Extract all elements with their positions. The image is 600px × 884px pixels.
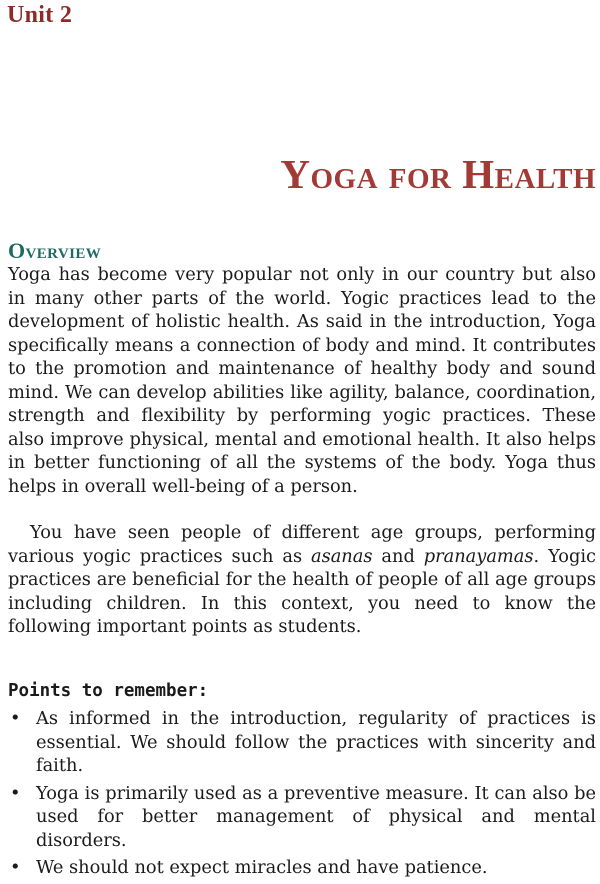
point-text: Yoga is primarily used as a preventive measure. It can also be used for better management of physical and mental disorders.	[36, 782, 596, 851]
points-list	[0, 707, 596, 884]
bullet-icon: •	[10, 857, 21, 878]
paragraph-2-text: . Yogic practices are beneficial for the health of people of all age groups including children. In this context, you need to know the following important points as students.	[8, 545, 596, 637]
term-asanas: asanas	[310, 545, 373, 567]
overview-paragraph-2	[8, 521, 596, 639]
overview-heading: Overview	[8, 238, 102, 263]
paragraph-2-text: You have seen people of different age groups, performing various yogic practices such as	[8, 522, 596, 567]
paragraph-2-text: and	[372, 545, 424, 567]
point-text: As informed in the introduction, regularity of practices is essential. We should follow the practices with sincerity and faith.	[36, 708, 596, 776]
bullet-icon: •	[10, 782, 21, 804]
chapter-title: Yoga for Health	[280, 151, 596, 197]
list-item	[0, 856, 596, 880]
term-pranayamas: pranayamas	[423, 545, 534, 567]
bullet-icon: •	[10, 708, 21, 729]
list-item	[0, 782, 596, 853]
points-heading: Points to remember:	[8, 681, 209, 701]
overview-paragraph-1: Yoga has become very popular not only in our country but also in many other parts of the world. Yogic practices lead to the development of holistic health. As said in the introduction, Yoga specifically means a connection of body and mind. It contributes to the promotion and maintenance of healthy body and sound mind. We can develop abilities like agility, balance, coordination, strength and flexibility by performing yogic practices. These also improve physical, mental and emotional health. It also helps in better functioning of all the systems of the body. Yoga thus helps in overall well-being of a person.	[8, 264, 596, 497]
unit-label: Unit 2	[7, 2, 73, 28]
list-item	[0, 707, 596, 778]
point-text: We should not expect miracles and have patience.	[36, 857, 488, 878]
